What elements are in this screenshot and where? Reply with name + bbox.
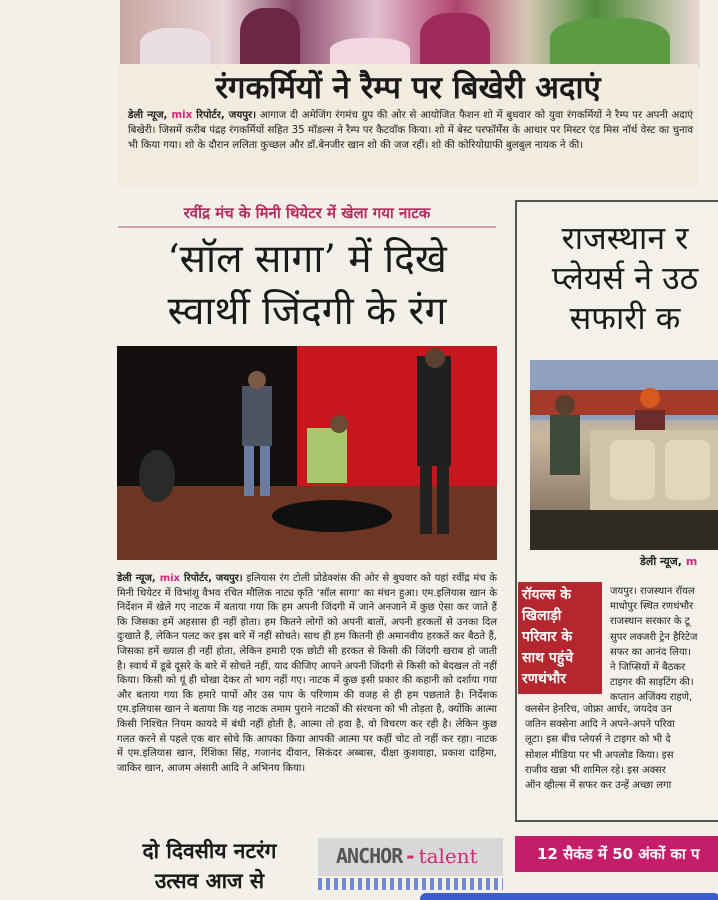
main-headline bbox=[112, 234, 502, 338]
right-body-line: सोशल मीडिया पर भी अपलोड किया। इस bbox=[525, 749, 674, 761]
stage-scene-illustration bbox=[117, 346, 497, 560]
right-body-line: ऑन व्हील्स में सफर कर उन्हें अच्छा लगा bbox=[525, 780, 672, 792]
right-headline-line1: राजस्थान र bbox=[561, 219, 689, 257]
right-body-line: जतिन सक्सेना आदि ने अपने-अपने परिवा bbox=[525, 719, 675, 731]
main-dateline-b: रिपोर्टर, जयपुर। bbox=[180, 573, 243, 584]
right-headline bbox=[520, 218, 718, 338]
main-body-text: इलियास रंग टोली प्रोडेक्शंस की ओर से बुधवार को यहां रवींद्र मंच के मिनी थियेटर में विभांशु वैभव रचित मौलिक नाट्य कृति ‘सॉल सागा’ का मंचन हुआ। एम.इलियास खान के निर्देशन में खेले गए नाटक में बताया गया कि हम अपनी जिंदगी में जाने अनजाने में कुछ ऐसा कर जाते हैं कि जिसका हमें अहसास ही नहीं होता। हम कितने लोगों को अपनी बातों, अपनी हरकतों से उनका दिल दुःखाते हैं, लेकिन पलट कर इस बारे में नहीं सोचते। साथ ही हम कितनी ही अमानवीय हरकतें कर बैठते हैं, जिसका हमें ख्याल ही नहीं होता, लेकिन हमारी एक छोटी सी हरकत से किसी की जिंदगी खराब हो जाती है। स्वार्थ में डूबे दूसरे के बारे में सोचते नहीं, याद कीजिए आपने अपनी जिंदगी से किसी को बेदखल तो नहीं किया। किसी को यूं ही धोखा देकर तो भाग नहीं गए। नाटक में कुछ इसी प्रकार की कहानी को दर्शाया गया और बताया गया कि हमारे पापों और उस पाप के परिणाम की वजह से ही हम पछताते है। निर्देशक एम.इलियास खान ने बताया कि यह नाटक तमाम पुराने नाटकों की संरचना को भी तोड़ता है, क्योंकि आत्मा किसी निश्चित नियम कायदे में बंधी नहीं होती है, आत्मा तो हवा है, वो विचरण कर रही है। लेकिन कुछ गलत करने से पहले एक बार सोचे कि आपका किया आपकी आत्मा पर कहीं चोट तो नहीं कर रहा। नाटक में एम.इलियास खान, रिंशिका सिंह, गजानंद दीवान, सिकंदर अब्बास, दीक्षा कुशवाहा, प्रकाश दाहिमा, जाकिर खान, आजम अंसारी आदि ने अभिनय किया। bbox=[117, 573, 497, 774]
natrang-headline bbox=[112, 836, 307, 896]
right-body-line: माधोपुर स्थित रणथंभौर bbox=[610, 601, 694, 613]
right-body-line: कप्तान अजिंक्य राहणे, bbox=[610, 692, 693, 704]
ramp-dateline-mix: mix bbox=[171, 110, 193, 121]
right-body-line: क्लसेन हेनरिच, जोफ्रा आर्चर, जयदेव उन bbox=[525, 704, 672, 715]
main-headline-line2: स्वार्थी जिंदगी के रंग bbox=[167, 289, 447, 334]
dotted-rule bbox=[318, 878, 503, 890]
natrang-headline-line1: दो दिवसीय नटरंग bbox=[142, 839, 277, 863]
kicker-rule bbox=[118, 226, 496, 228]
right-sidebar-callout: रॉयल्स के खिलाड़ी परिवार के साथ पहुंचे रणथंभौर bbox=[518, 582, 602, 694]
right-credit-a: डेली न्यूज, bbox=[640, 555, 686, 568]
ramp-body-text: आगाज दी अमेजिंग रंगमंच ग्रुप की ओर से आयोजित फैशन शो में बुधवार को युवा रंगकर्मियों ने रैम्प पर अपनी अदाएं बिखेरी। जिसमें करीब पंद्रह रंगकर्मियों सहित 35 मॉडल्स ने रैम्प पर कैटवॉक किया। शो में बेस्ट परफॉर्मेंस के आधार पर मिस्टर एंड मिस नॉर्थ वेस्ट का चुनाव भी किया गया। शो के दौरान ललिता कुच्छल और डॉ.बेनजीर खान शो की जज रहीं। शो की कोरियोग्राफी बुलबुल नायक ने की। bbox=[128, 110, 693, 151]
safari-photo bbox=[530, 360, 718, 550]
anchor-talent-banner bbox=[318, 838, 503, 876]
bottom-blue-rule bbox=[420, 893, 718, 900]
talent-word: talent bbox=[418, 844, 478, 868]
ramp-dateline-b: रिपोर्टर, जयपुर। bbox=[192, 110, 257, 121]
right-body-line: टाइगर की साइटिंग की। bbox=[610, 677, 694, 689]
right-headline-line3: सफारी क bbox=[569, 299, 681, 337]
main-dateline-mix: mix bbox=[159, 573, 181, 584]
ramp-dateline-a: डेली न्यूज, bbox=[128, 110, 172, 121]
right-body-line: ने जिप्सियों में बैठकर bbox=[610, 662, 686, 674]
play-photo bbox=[117, 346, 497, 560]
ramp-headline: रंगकर्मियों ने रैम्प पर बिखेरी अदाएं bbox=[215, 70, 601, 106]
main-body bbox=[117, 572, 497, 776]
ramp-body bbox=[128, 108, 693, 153]
right-body-top bbox=[610, 584, 718, 706]
anchor-dash: - bbox=[406, 844, 415, 868]
main-dateline-a: डेली न्यूज, bbox=[117, 573, 160, 584]
right-body-line: राजीव खन्ना भी शामिल रहे। इस अक्सर bbox=[525, 764, 666, 776]
right-body-line: राजस्थान सरकार के टू bbox=[610, 616, 690, 628]
main-kicker: रवींद्र मंच के मिनी थियेटर में खेला गया नाटक bbox=[183, 204, 431, 222]
main-headline-line1: ‘सॉल सागा’ में दिखे bbox=[167, 237, 447, 282]
right-body-line: सफर का आनंद लिया। bbox=[610, 646, 691, 658]
right-headline-line2: प्लेयर्स ने उठ bbox=[551, 259, 699, 297]
right-credit-mix: m bbox=[685, 555, 698, 568]
natrang-headline-line2: उत्सव आज से bbox=[154, 869, 265, 893]
right-body-line: जयपुर। राजस्थान रॉयल bbox=[610, 586, 695, 597]
anchor-word: ANCHOR bbox=[336, 844, 403, 868]
right-bottom-banner: 12 सैकंड में 50 अंकों का प bbox=[515, 836, 718, 872]
right-body-bottom bbox=[525, 702, 718, 793]
right-photo-credit bbox=[640, 554, 697, 569]
safari-jeep-illustration bbox=[530, 360, 718, 550]
top-photo bbox=[120, 0, 700, 68]
right-body-line: लूटा। इस बीच प्लेयर्स ने टाइगर को भी दे bbox=[525, 734, 671, 746]
right-body-line: सुपर लक्जरी ट्रेन हैरिटेज bbox=[610, 631, 698, 643]
